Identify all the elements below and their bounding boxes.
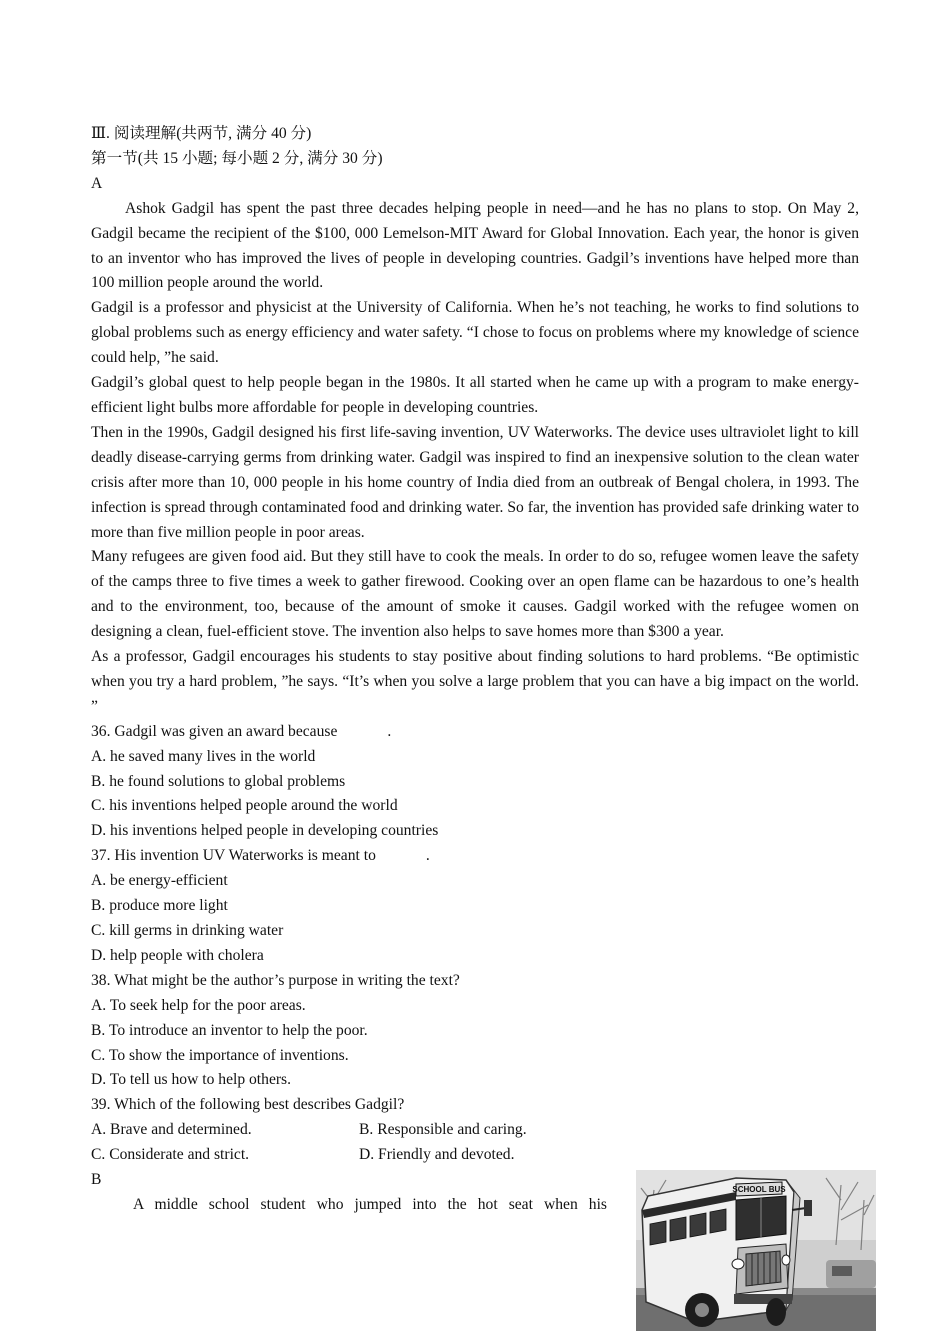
passage-a-paragraph-5: Many refugees are given food aid. But they still have to cook the meals. In order to do so, refugee women leave the safety of the camps three to five times a week to gather firewood. Cooking over an open flame can be hazardous to one’s health and to the environment, too, because of the amount of smoke it causes. Gadgil worked with the refugee women on designing a clean, fuel-efficient stove. The invention also helps to save homes more than $300 a year. — [91, 548, 859, 641]
section-heading: Ⅲ. 阅读理解(共两节, 满分 40 分) — [91, 125, 312, 142]
question-36-option-d: D. his inventions helped people in developing countries — [91, 822, 439, 840]
question-39-options-row-1 — [91, 1118, 859, 1143]
school-bus-photo — [636, 1170, 876, 1331]
question-36-option-a: A. he saved many lives in the world — [91, 747, 316, 765]
passage-a-paragraph-2: Gadgil is a professor and physicist at the University of California. When he’s not teaching, he works to find solutions to global problems such as energy efficiency and water safety. “I chose to focus on problems where my knowledge of science could help, ”he said. — [91, 299, 859, 367]
question-37-option-b: B. produce more light — [91, 897, 228, 915]
question-39-option-a: A. Brave and determined. — [91, 1121, 252, 1139]
passage-b-label: B — [91, 1171, 102, 1189]
passage-a-paragraph-6: As a professor, Gadgil encourages his students to stay positive about finding solutions to hard problems. “Be optimistic when you try a hard problem, ”he says. “It’s when you solve a large problem that you can have a big impact on the world. ” — [91, 648, 859, 715]
question-37 — [91, 844, 859, 869]
passage-b-first-line: A middle school student who jumped into the hot seat when his — [133, 1195, 607, 1213]
passage-a-paragraph-4: Then in the 1990s, Gadgil designed his first life-saving invention, UV Waterworks. The device uses ultraviolet light to kill deadly disease-carrying germs from drinking water. Gadgil was inspired to find an inexpensive solution to the clean water crisis after more than 10, 000 people in his home country of India died from an outbreak of Bengal cholera, in 1993. The infection is spread through contaminated food and drinking water. So far, the invention has provided safe drinking water to more than five million people in poor areas. — [91, 423, 859, 541]
question-37-stem-end: . — [425, 847, 430, 865]
question-38-option-d: D. To tell us how to help others. — [91, 1071, 292, 1089]
question-36 — [91, 720, 859, 745]
question-36-option-b: B. he found solutions to global problems — [91, 772, 346, 790]
subsection-heading: 第一节(共 15 小题; 每小题 2 分, 满分 30 分) — [91, 149, 383, 167]
question-37-option-c: C. kill germs in drinking water — [91, 922, 284, 939]
question-36-stem: 36. Gadgil was given an award because — [91, 722, 338, 740]
passage-a-label: A — [91, 174, 103, 192]
question-37-option-a: A. be energy-efficient — [91, 872, 228, 890]
question-39-options-row-2 — [91, 1143, 859, 1168]
question-37-option-d: D. help people with cholera — [91, 946, 264, 964]
question-36-option-c: C. his inventions helped people around the world — [91, 797, 398, 815]
question-39-option-b: B. Responsible and caring. — [359, 1121, 527, 1139]
school-bus-illustration — [636, 1170, 876, 1331]
question-38-option-c: C. To show the importance of inventions. — [91, 1046, 349, 1064]
question-39-option-c: C. Considerate and strict. — [91, 1146, 250, 1164]
question-38-option-a: A. To seek help for the poor areas. — [91, 996, 306, 1014]
passage-a-paragraph-3: Gadgil’s global quest to help people began in the 1980s. It all started when he came up with a program to make energy-efficient light bulbs more affordable for people in developing countries. — [91, 374, 859, 416]
question-38-option-b: B. To introduce an inventor to help the poor. — [91, 1021, 368, 1039]
question-39-stem: 39. Which of the following best describes Gadgil? — [91, 1096, 405, 1114]
bus-sign-text: SCHOOL BUS — [732, 1185, 786, 1194]
question-39-option-d: D. Friendly and devoted. — [359, 1146, 515, 1164]
passage-a-paragraph-1: Ashok Gadgil has spent the past three decades helping people in need—and he has no plans to stop. On May 2, Gadgil became the recipient of the $100, 000 Lemelson-MIT Award for Global Innovation. Each year, the honor is given to an inventor who has improved the lives of people in developing countries. Gadgil’s inventions have helped more than 100 million people around the world. — [91, 199, 859, 292]
question-36-stem-end: . — [387, 722, 392, 740]
question-38-stem: 38. What might be the author’s purpose in writing the text? — [91, 971, 460, 989]
exam-page-content — [91, 122, 859, 1218]
question-37-stem: 37. His invention UV Waterworks is meant to — [91, 847, 376, 865]
